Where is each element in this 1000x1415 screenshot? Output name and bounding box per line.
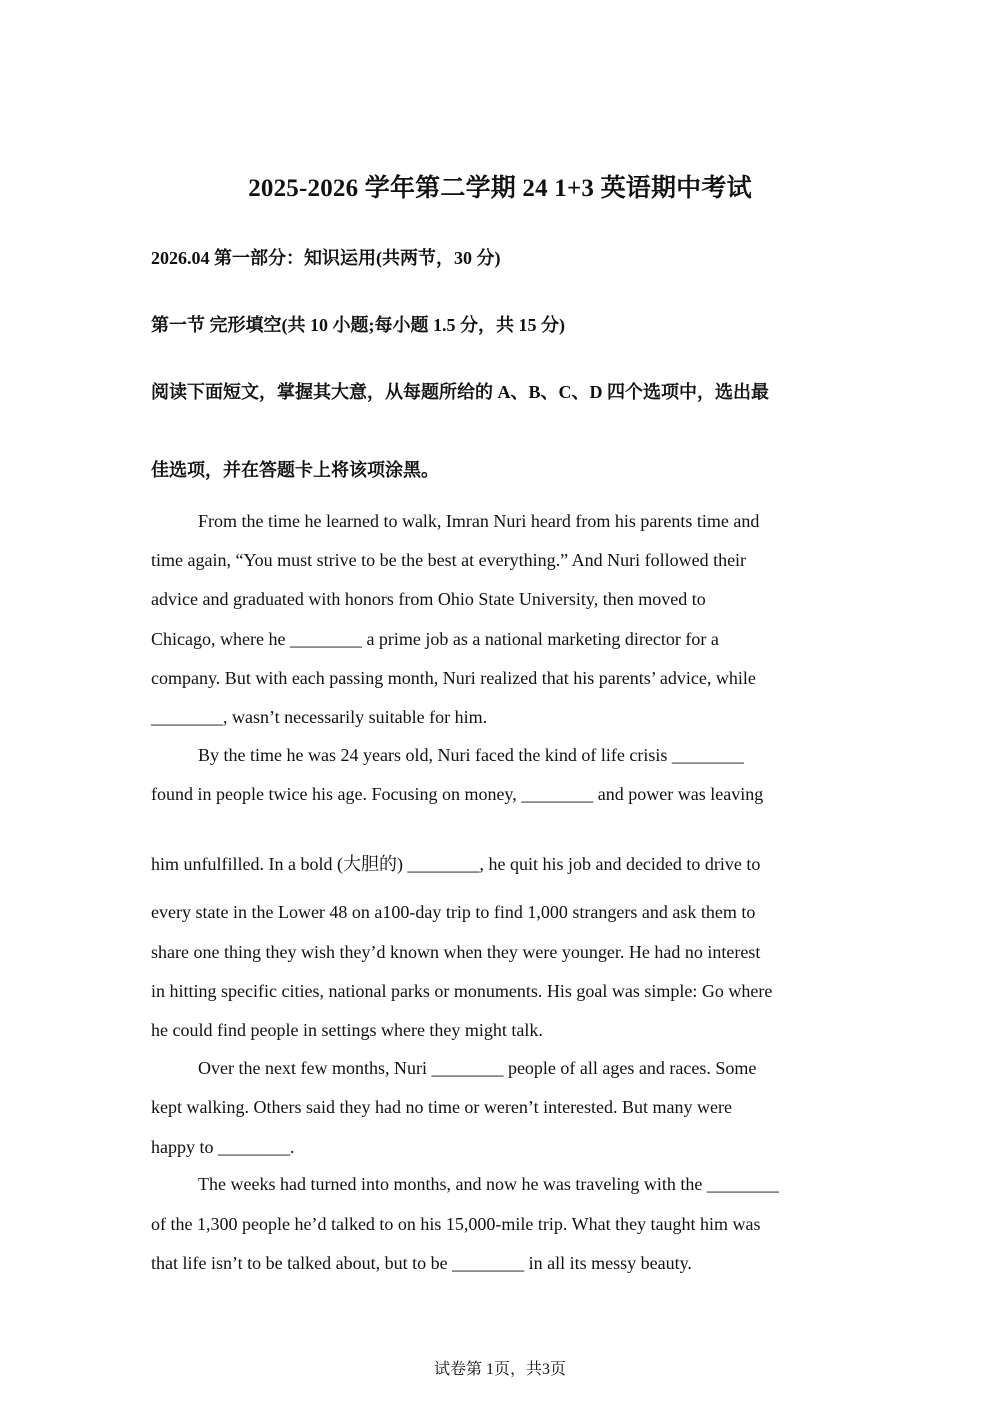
passage-line: in hitting specific cities, national parks or monuments. His goal was simple: Go where <box>151 981 773 1001</box>
part-heading: 2026.04 第一部分：知识运用(共两节，30 分) <box>151 248 501 268</box>
passage-line: kept walking. Others said they had no time or weren’t interested. But many were <box>151 1097 733 1117</box>
page-footer: 试卷第 1页，共3页 <box>433 1361 566 1378</box>
passage-line: Over the next few months, Nuri ________ people of all ages and races. Some <box>198 1058 757 1078</box>
passage-line: share one thing they wish they’d known when they were younger. He had no interest <box>151 942 761 962</box>
passage-line: he could find people in settings where they might talk. <box>151 1020 543 1040</box>
exam-title: 2025-2026 学年第二学期 24 1+3 英语期中考试 <box>248 175 752 202</box>
passage-line: found in people twice his age. Focusing on money, ________ and power was leaving <box>151 784 764 804</box>
passage-line: that life isn’t to be talked about, but to be ________ in all its messy beauty. <box>151 1253 692 1273</box>
passage-line: From the time he learned to walk, Imran Nuri heard from his parents time and <box>198 511 760 531</box>
passage-line: him unfulfilled. In a bold (大胆的) ________, he quit his job and decided to drive to <box>151 854 761 874</box>
instruction-line-2: 佳选项，并在答题卡上将该项涂黑。 <box>151 460 439 480</box>
passage-line: company. But with each passing month, Nuri realized that his parents’ advice, while <box>151 668 756 688</box>
passage-line: time again, “You must strive to be the best at everything.” And Nuri followed their <box>151 550 747 570</box>
passage-line: By the time he was 24 years old, Nuri faced the kind of life crisis ________ <box>198 745 744 765</box>
passage-line: The weeks had turned into months, and now he was traveling with the ________ <box>198 1174 779 1194</box>
passage-line: Chicago, where he ________ a prime job as a national marketing director for a <box>151 629 719 649</box>
passage-line: happy to ________. <box>151 1137 295 1157</box>
passage-line: every state in the Lower 48 on a100-day trip to find 1,000 strangers and ask them to <box>151 902 756 922</box>
passage-line: advice and graduated with honors from Ohio State University, then moved to <box>151 589 706 609</box>
section-heading: 第一节 完形填空(共 10 小题;每小题 1.5 分，共 15 分) <box>151 315 565 335</box>
passage-line: ________, wasn’t necessarily suitable for him. <box>151 707 488 727</box>
instruction-line-1: 阅读下面短文，掌握其大意，从每题所给的 A、B、C、D 四个选项中，选出最 <box>151 382 769 402</box>
passage-line: of the 1,300 people he’d talked to on his 15,000-mile trip. What they taught him was <box>151 1214 761 1234</box>
